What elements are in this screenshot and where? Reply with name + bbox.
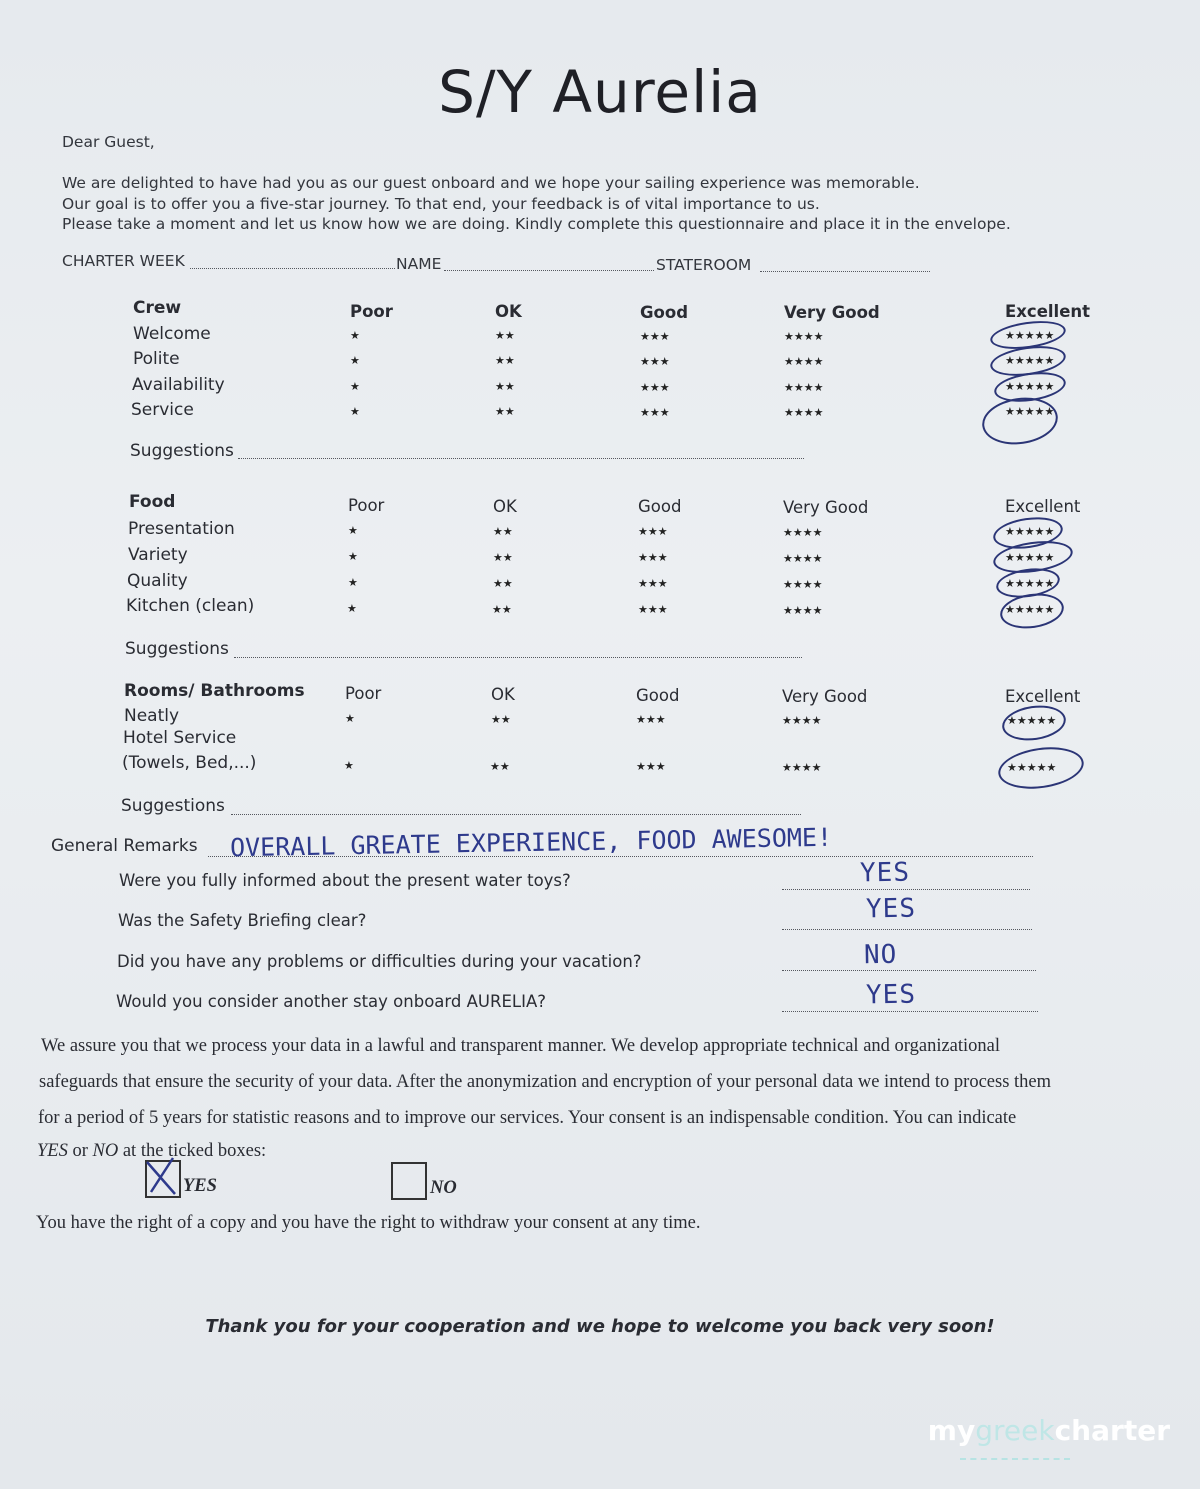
crew-heading: Crew (133, 298, 182, 318)
food-col-poor: Poor (348, 496, 385, 515)
general-remarks-answer: OVERALL GREATE EXPERIENCE, FOOD AWESOME! (229, 822, 833, 863)
rating-star-1[interactable]: ★ (348, 524, 358, 537)
answer-water-toys: YES (859, 857, 911, 889)
crew-col-ok: OK (495, 302, 522, 321)
wave-decoration (960, 1452, 1070, 1460)
rating-star-2[interactable]: ★★ (495, 329, 515, 342)
selected-circle-mark (979, 393, 1061, 449)
rating-star-1[interactable]: ★ (348, 576, 358, 589)
rating-star-3[interactable]: ★★★ (640, 355, 670, 368)
rating-star-1[interactable]: ★ (348, 550, 358, 563)
right-to-withdraw: You have the right of a copy and you have the right to withdraw your consent at any time. (36, 1213, 701, 1233)
answer-field-safety-briefing[interactable] (782, 929, 1032, 930)
greeting: Dear Guest, (62, 133, 155, 151)
intro-line-1: We are delighted to have had you as our guest onboard and we hope your sailing experience was memorable. (62, 174, 920, 192)
rooms-col-poor: Poor (345, 684, 382, 703)
consent-yes-label: YES (183, 1176, 217, 1196)
stateroom-field[interactable] (760, 271, 930, 272)
rating-star-1[interactable]: ★ (350, 354, 360, 367)
rating-star-3[interactable]: ★★★ (638, 577, 668, 590)
privacy-line-1: We assure you that we process your data in a lawful and transparent manner. We develop appropriate technical and organizational (41, 1036, 1001, 1056)
rating-star-2[interactable]: ★★ (492, 603, 512, 616)
rating-star-1[interactable]: ★ (347, 602, 357, 615)
selected-circle-mark (1000, 702, 1068, 745)
rating-star-2[interactable]: ★★ (490, 760, 510, 773)
crew-item-availability: Availability (132, 375, 225, 395)
rating-star-1[interactable]: ★ (350, 380, 360, 393)
consent-no-checkbox[interactable] (391, 1162, 427, 1200)
crew-suggestions-label: Suggestions (130, 441, 234, 461)
thank-you-note: Thank you for your cooperation and we hope to welcome you back very soon! (205, 1316, 995, 1337)
no-word: NO (92, 1141, 119, 1161)
rating-star-3[interactable]: ★★★ (640, 406, 670, 419)
stateroom-label: STATEROOM (656, 256, 752, 274)
rating-star-5[interactable]: ★★★★★ (1005, 551, 1055, 564)
answer-field-problems[interactable] (782, 970, 1036, 971)
rating-star-5[interactable]: ★★★★★ (1005, 354, 1055, 367)
consent-no-label: NO (430, 1178, 457, 1198)
food-col-very-good: Very Good (783, 498, 869, 517)
rooms-suggestions-label: Suggestions (121, 796, 225, 816)
privacy-tail: at the ticked boxes: (118, 1141, 267, 1161)
rooms-item-hotel-service: Hotel Service (123, 728, 237, 748)
rating-star-5[interactable]: ★★★★★ (1007, 714, 1057, 727)
food-item-kitchen: Kitchen (clean) (126, 596, 255, 616)
food-col-good: Good (638, 497, 682, 516)
intro-line-3: Please take a moment and let us know how we are doing. Kindly complete this questionnaire and place it in the envelope. (62, 215, 1011, 233)
crew-item-welcome: Welcome (133, 324, 211, 344)
privacy-line-3: for a period of 5 years for statistic reasons and to improve our services. Your consent is an indispensable condition. You can indicate (38, 1108, 1017, 1128)
rating-star-5[interactable]: ★★★★★ (1005, 405, 1055, 418)
rating-star-3[interactable]: ★★★ (640, 330, 670, 343)
rating-star-5[interactable]: ★★★★★ (1005, 329, 1055, 342)
rating-star-5[interactable]: ★★★★★ (1007, 761, 1057, 774)
rating-star-4[interactable]: ★★★★ (782, 761, 822, 774)
food-col-ok: OK (493, 497, 517, 516)
selected-circle-mark (996, 742, 1087, 794)
rating-star-3[interactable]: ★★★ (636, 713, 666, 726)
rating-star-1[interactable]: ★ (350, 405, 360, 418)
crew-item-service: Service (131, 400, 194, 420)
food-item-variety: Variety (128, 545, 188, 565)
answer-safety-briefing: YES (865, 893, 917, 925)
rating-star-4[interactable]: ★★★★ (784, 330, 824, 343)
rooms-col-excellent: Excellent (1005, 687, 1081, 706)
rating-star-1[interactable]: ★ (345, 712, 355, 725)
rooms-heading: Rooms/ Bathrooms (124, 681, 305, 701)
watermark-part-greek: greek (975, 1414, 1055, 1447)
rating-star-4[interactable]: ★★★★ (784, 381, 824, 394)
rooms-item-towels-bed: (Towels, Bed,...) (122, 753, 257, 773)
question-problems: Did you have any problems or difficulties during your vacation? (117, 952, 642, 971)
rating-star-5[interactable]: ★★★★★ (1005, 603, 1055, 616)
yes-word: YES (37, 1141, 68, 1161)
rating-star-2[interactable]: ★★ (495, 380, 515, 393)
rating-star-5[interactable]: ★★★★★ (1005, 380, 1055, 393)
rating-star-4[interactable]: ★★★★ (783, 552, 823, 565)
rating-star-3[interactable]: ★★★ (638, 603, 668, 616)
food-suggestions-label: Suggestions (125, 639, 229, 659)
food-item-presentation: Presentation (128, 519, 235, 539)
crew-col-very-good: Very Good (784, 303, 880, 322)
rating-star-3[interactable]: ★★★ (638, 551, 668, 564)
rating-star-5[interactable]: ★★★★★ (1005, 577, 1055, 590)
intro-line-2: Our goal is to offer you a five-star journey. To that end, your feedback is of vital importance to us. (62, 195, 820, 213)
rating-star-4[interactable]: ★★★★ (783, 526, 823, 539)
food-heading: Food (129, 492, 176, 512)
rating-star-2[interactable]: ★★ (491, 713, 511, 726)
rating-star-3[interactable]: ★★★ (638, 525, 668, 538)
rating-star-2[interactable]: ★★ (495, 354, 515, 367)
watermark-part-charter: charter (1054, 1414, 1170, 1447)
rooms-col-good: Good (636, 686, 680, 705)
rating-star-4[interactable]: ★★★★ (784, 355, 824, 368)
question-another-stay: Would you consider another stay onboard AURELIA? (116, 992, 546, 1011)
charter-week-label: CHARTER WEEK (62, 252, 185, 270)
answer-problems: NO (863, 939, 898, 971)
food-suggestions-field[interactable] (234, 657, 802, 658)
or-word: or (67, 1141, 93, 1161)
rating-star-3[interactable]: ★★★ (640, 381, 670, 394)
crew-item-polite: Polite (133, 349, 180, 369)
page-title: S/Y Aurelia (438, 58, 762, 126)
rating-star-2[interactable]: ★★ (493, 551, 513, 564)
rating-star-4[interactable]: ★★★★ (782, 714, 822, 727)
name-label: NAME (396, 255, 442, 273)
charter-week-field[interactable] (190, 268, 395, 269)
rooms-item-neatly: Neatly (124, 706, 180, 726)
consent-yes-checkbox[interactable] (145, 1160, 181, 1198)
privacy-line-2: safeguards that ensure the security of your data. After the anonymization and encryption of your personal data we intend to process them (39, 1072, 1052, 1092)
rating-star-2[interactable]: ★★ (493, 525, 513, 538)
answer-another-stay: YES (865, 979, 917, 1011)
check-mark-icon (143, 1156, 179, 1196)
rating-star-1[interactable]: ★ (344, 759, 354, 772)
answer-field-another-stay[interactable] (782, 1011, 1038, 1012)
rating-star-4[interactable]: ★★★★ (783, 604, 823, 617)
rating-star-4[interactable]: ★★★★ (784, 406, 824, 419)
food-col-excellent: Excellent (1005, 497, 1081, 516)
rating-star-2[interactable]: ★★ (493, 577, 513, 590)
rating-star-4[interactable]: ★★★★ (783, 578, 823, 591)
watermark-logo (928, 1414, 1170, 1447)
crew-col-good: Good (640, 303, 689, 322)
question-water-toys: Were you fully informed about the present water toys? (119, 871, 571, 890)
name-field[interactable] (444, 270, 654, 271)
general-remarks-label: General Remarks (51, 836, 198, 856)
question-safety-briefing: Was the Safety Briefing clear? (118, 911, 367, 930)
rooms-suggestions-field[interactable] (231, 814, 801, 815)
crew-suggestions-field[interactable] (238, 458, 804, 459)
crew-col-poor: Poor (350, 302, 393, 321)
crew-col-excellent: Excellent (1005, 302, 1091, 321)
rooms-col-ok: OK (491, 685, 515, 704)
food-item-quality: Quality (127, 571, 188, 591)
rating-star-5[interactable]: ★★★★★ (1005, 525, 1055, 538)
rooms-col-very-good: Very Good (782, 687, 868, 706)
rating-star-3[interactable]: ★★★ (636, 760, 666, 773)
rating-star-1[interactable]: ★ (350, 329, 360, 342)
rating-star-2[interactable]: ★★ (495, 405, 515, 418)
watermark-part-my: my (927, 1414, 976, 1447)
answer-field-water-toys[interactable] (782, 889, 1030, 890)
